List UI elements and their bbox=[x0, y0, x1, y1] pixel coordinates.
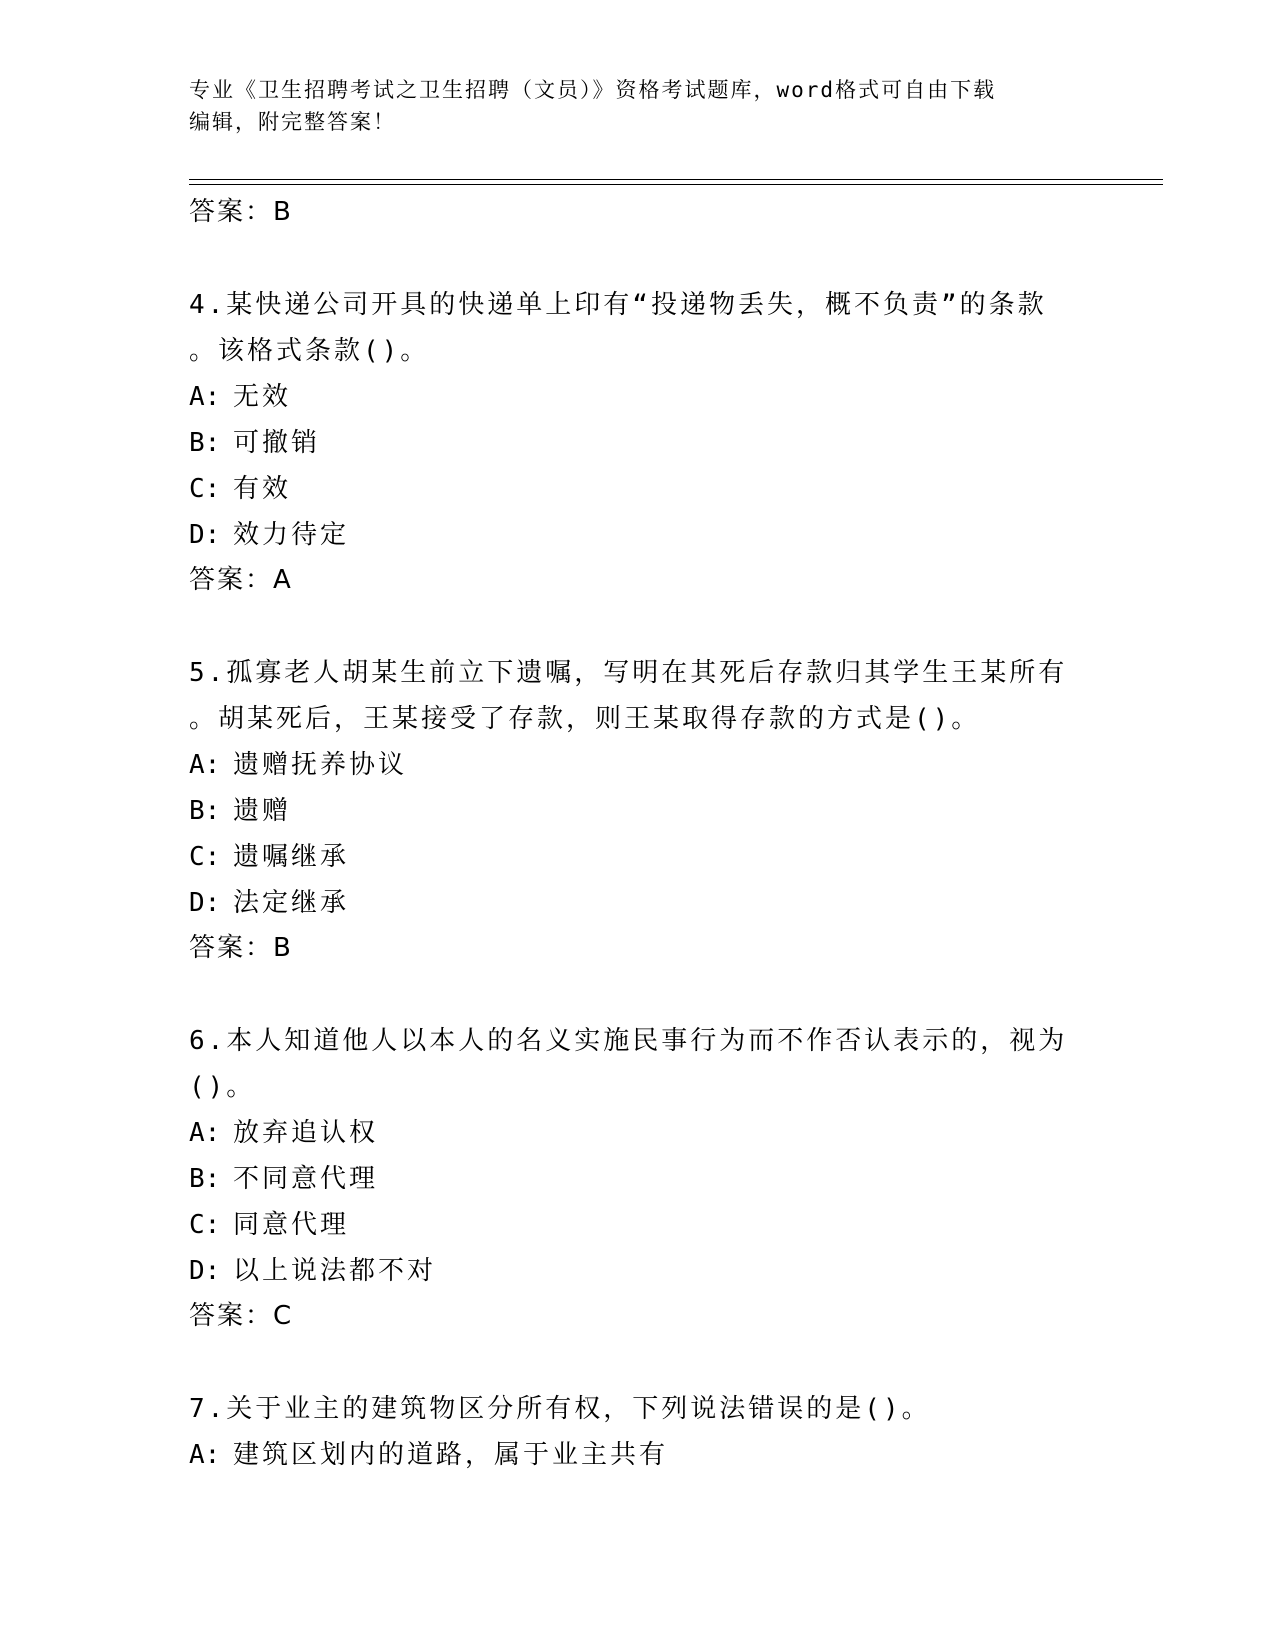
header-divider-bottom bbox=[189, 184, 1163, 185]
option-text: 放弃追认权 bbox=[233, 1118, 379, 1148]
answer-line bbox=[189, 1294, 1089, 1338]
option-d bbox=[189, 512, 1089, 558]
option-d bbox=[189, 1248, 1089, 1294]
option-key: C: bbox=[189, 474, 221, 504]
option-text: 以上说法都不对 bbox=[233, 1256, 437, 1286]
option-key: D: bbox=[189, 888, 221, 918]
option-key: B: bbox=[189, 428, 221, 458]
option-text: 效力待定 bbox=[233, 520, 350, 550]
option-c bbox=[189, 834, 1089, 880]
option-text: 无效 bbox=[233, 382, 292, 412]
question-text-line: 6.本人知道他人以本人的名义实施民事行为而不作否认表示的，视为 bbox=[189, 1026, 1068, 1056]
option-text: 建筑区划内的道路，属于业主共有 bbox=[233, 1440, 669, 1470]
question-text-line: 。该格式条款()。 bbox=[189, 336, 430, 366]
question-text-line: 5.孤寡老人胡某生前立下遗嘱，写明在其死后存款归其学生王某所有 bbox=[189, 658, 1068, 688]
option-text: 遗赠抚养协议 bbox=[233, 750, 408, 780]
answer-label: 答案： bbox=[189, 933, 274, 963]
question-gap bbox=[189, 970, 1089, 1018]
question-gap bbox=[189, 602, 1089, 650]
option-key: A: bbox=[189, 382, 221, 412]
option-a bbox=[189, 1432, 1089, 1478]
option-key: B: bbox=[189, 796, 221, 826]
header-divider-top bbox=[189, 179, 1163, 180]
option-d bbox=[189, 880, 1089, 926]
header-line-2: 编辑，附完整答案！ bbox=[189, 110, 396, 134]
option-text: 不同意代理 bbox=[233, 1164, 379, 1194]
question-block bbox=[189, 1386, 1089, 1478]
answer-line bbox=[189, 926, 1089, 970]
question-text-line: ()。 bbox=[189, 1072, 256, 1102]
answer-label: 答案： bbox=[189, 197, 274, 227]
question-text-line: 7.关于业主的建筑物区分所有权，下列说法错误的是()。 bbox=[189, 1394, 931, 1424]
question-block bbox=[189, 1018, 1089, 1338]
page-header bbox=[189, 74, 1079, 138]
option-key: A: bbox=[189, 750, 221, 780]
option-text: 同意代理 bbox=[233, 1210, 350, 1240]
option-b bbox=[189, 420, 1089, 466]
option-key: B: bbox=[189, 1164, 221, 1194]
option-b bbox=[189, 788, 1089, 834]
header-line-1: 专业《卫生招聘考试之卫生招聘（文员）》资格考试题库，word格式可自由下载 bbox=[189, 78, 997, 102]
option-text: 有效 bbox=[233, 474, 292, 504]
answer-label: 答案： bbox=[189, 565, 274, 595]
option-text: 遗赠 bbox=[233, 796, 292, 826]
option-a bbox=[189, 1110, 1089, 1156]
answer-value: B bbox=[273, 933, 291, 963]
answer-line bbox=[189, 190, 1089, 234]
option-text: 遗嘱继承 bbox=[233, 842, 350, 872]
option-c bbox=[189, 1202, 1089, 1248]
option-a bbox=[189, 742, 1089, 788]
option-a bbox=[189, 374, 1089, 420]
question-gap bbox=[189, 1338, 1089, 1386]
answer-value: C bbox=[273, 1301, 292, 1331]
question-block bbox=[189, 282, 1089, 602]
option-text: 法定继承 bbox=[233, 888, 350, 918]
option-text: 可撤销 bbox=[233, 428, 321, 458]
question-block bbox=[189, 650, 1089, 970]
question-gap bbox=[189, 234, 1089, 282]
option-key: C: bbox=[189, 842, 221, 872]
answer-value: B bbox=[273, 197, 291, 227]
answer-label: 答案： bbox=[189, 1301, 274, 1331]
option-key: D: bbox=[189, 520, 221, 550]
answer-line bbox=[189, 558, 1089, 602]
option-key: A: bbox=[189, 1118, 221, 1148]
question-text-line: 。胡某死后，王某接受了存款，则王某取得存款的方式是()。 bbox=[189, 704, 981, 734]
option-key: A: bbox=[189, 1440, 221, 1470]
option-key: C: bbox=[189, 1210, 221, 1240]
option-key: D: bbox=[189, 1256, 221, 1286]
question-list bbox=[189, 190, 1089, 1478]
question-text-line: 4.某快递公司开具的快递单上印有“投递物丢失，概不负责”的条款 bbox=[189, 290, 1047, 320]
option-c bbox=[189, 466, 1089, 512]
option-b bbox=[189, 1156, 1089, 1202]
answer-value: A bbox=[273, 565, 291, 595]
